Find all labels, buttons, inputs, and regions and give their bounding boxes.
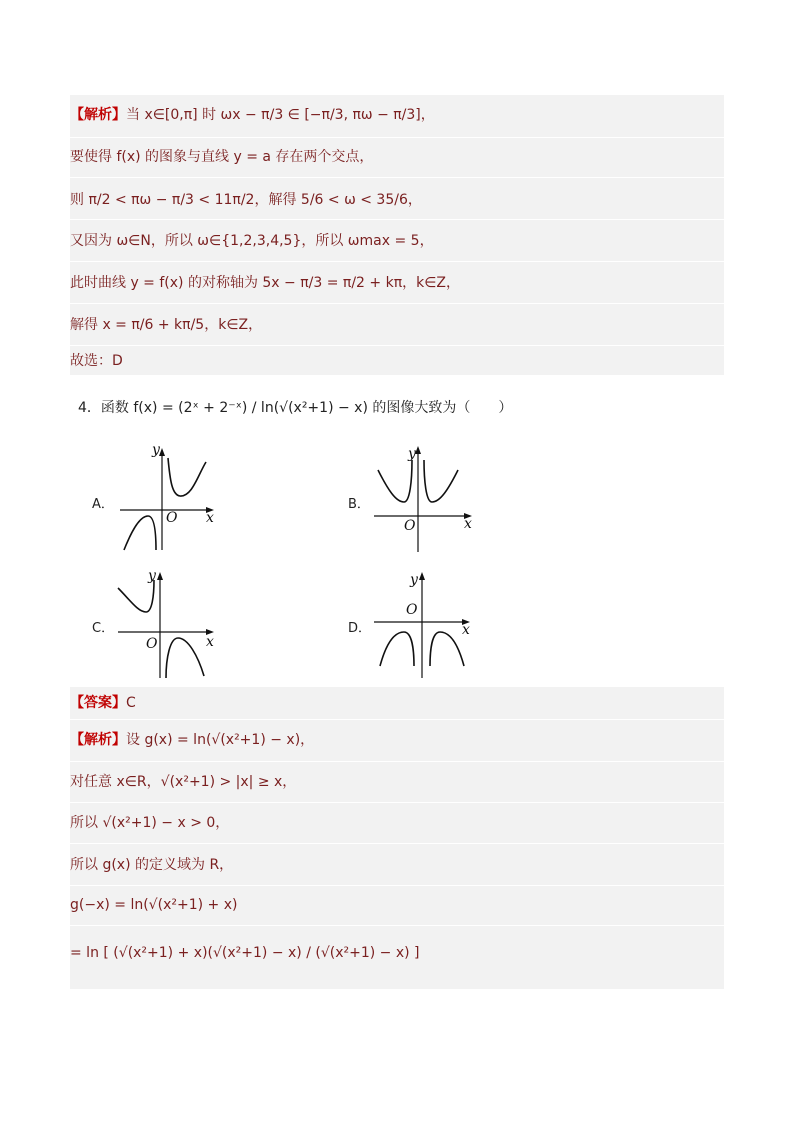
axis-label-y: y — [148, 568, 156, 584]
option-b-label: B． — [348, 497, 370, 512]
solution-tag: 【解析】 — [70, 107, 126, 123]
axis-label-y: y — [410, 572, 418, 588]
origin-label: O — [404, 518, 416, 534]
origin-label: O — [146, 636, 158, 652]
axis-label-y: y — [152, 442, 160, 458]
solution-line-3: 则 π/2 < πω − π/3 < 11π/2，解得 5/6 < ω < 35/6， — [70, 192, 422, 208]
solution-line-4: 又因为 ω∈N，所以 ω∈{1,2,3,4,5}，所以 ωmax = 5， — [70, 233, 434, 249]
axis-label-x: x — [462, 622, 470, 638]
solution-line-7: 故选：D — [70, 353, 123, 369]
option-d-label: D． — [348, 621, 372, 636]
solution-block-2 — [70, 687, 724, 989]
solution2-line-4: 所以 g(x) 的定义域为 R， — [70, 857, 234, 873]
axis-label-x: x — [464, 516, 472, 532]
question-stem: 4．函数 f(x) = (2ˣ + 2⁻ˣ) / ln(√(x²+1) − x) 的图像大致为（ ） — [78, 400, 513, 416]
answer-tag: 【答案】 — [70, 695, 126, 711]
axis-label-y: y — [408, 446, 416, 462]
solution-block-1 — [70, 95, 724, 375]
axis-label-x: x — [206, 510, 214, 526]
origin-label: O — [406, 602, 418, 618]
solution-line-6: 解得 x = π/6 + kπ/5，k∈Z， — [70, 317, 263, 333]
solution-line-5: 此时曲线 y = f(x) 的对称轴为 5x − π/3 = π/2 + kπ，k∈Z， — [70, 275, 461, 291]
option-b-graph — [368, 440, 478, 555]
solution-line-2: 要使得 f(x) 的图象与直线 y = a 存在两个交点， — [70, 149, 374, 165]
option-d-graph — [370, 566, 480, 681]
solution-tag: 【解析】 — [70, 732, 126, 748]
solution-line-1: 【解析】当 x∈[0,π] 时 ωx − π/3 ∈ [−π/3, πω − π/3]， — [70, 107, 435, 123]
solution2-line-5: g(−x) = ln(√(x²+1) + x) — [70, 897, 238, 913]
option-a-graph — [110, 440, 220, 555]
solution2-line-1: 【解析】设 g(x) = ln(√(x²+1) − x)， — [70, 732, 315, 748]
answer-value: C — [126, 695, 136, 711]
solution2-line-2: 对任意 x∈R，√(x²+1) > |x| ≥ x， — [70, 774, 297, 790]
answer-line — [70, 693, 724, 713]
solution2-line-6: = ln [ (√(x²+1) + x)(√(x²+1) − x) / (√(x²+1) − x) ] — [70, 945, 420, 961]
option-a-label: A． — [92, 497, 114, 512]
origin-label: O — [166, 510, 178, 526]
axis-label-x: x — [206, 634, 214, 650]
option-c-graph — [112, 566, 222, 681]
solution2-line-3: 所以 √(x²+1) − x > 0， — [70, 815, 230, 831]
option-c-label: C． — [92, 621, 115, 636]
